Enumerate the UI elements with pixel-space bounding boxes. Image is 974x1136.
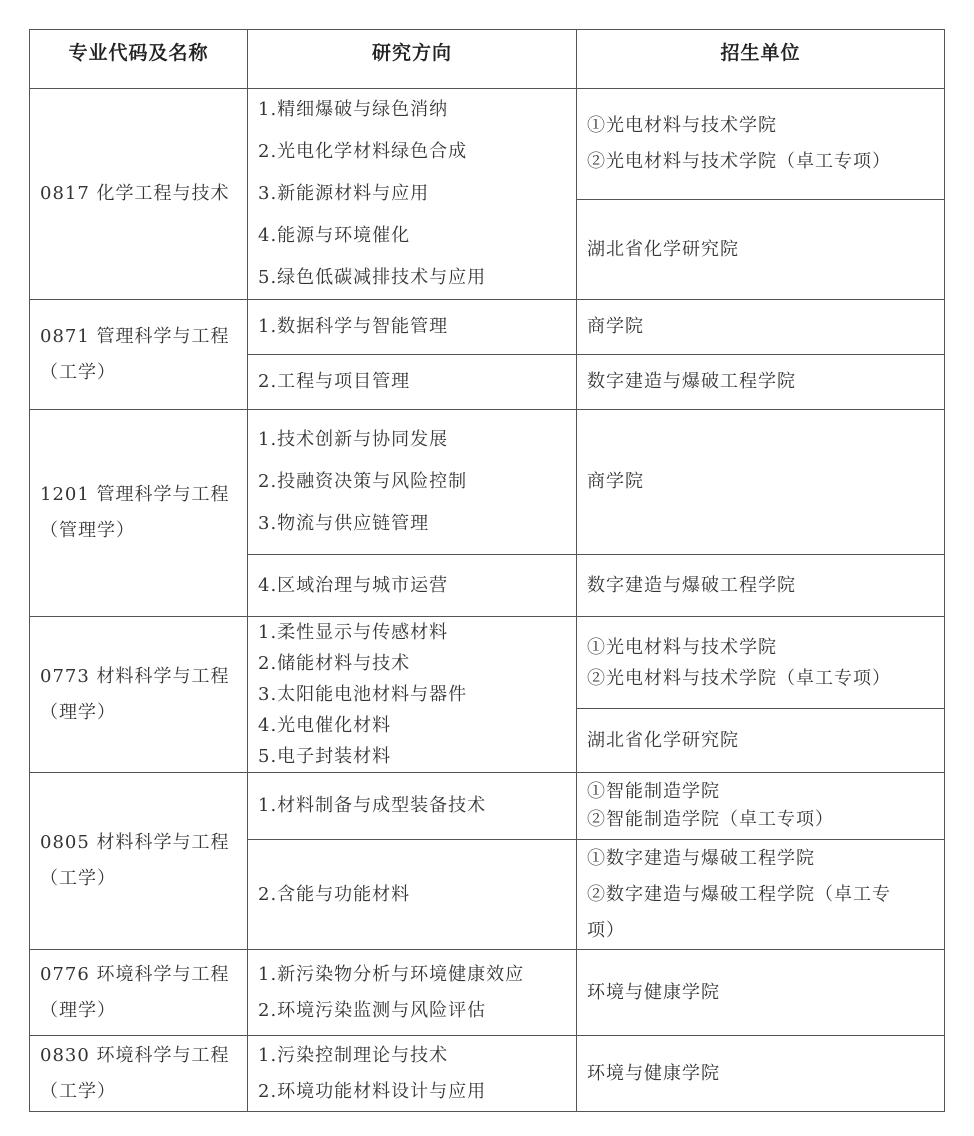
major-category: （理学） [40, 999, 116, 1021]
table-row [30, 950, 945, 1036]
unit-cell [577, 355, 945, 410]
direction-cell [248, 617, 577, 773]
unit-item: 环境与健康学院 [587, 1062, 720, 1084]
direction-item: 2.光电化学材料绿色合成 [258, 141, 468, 162]
unit-item: 数字建造与爆破工程学院 [587, 574, 796, 596]
unit-cell [577, 950, 945, 1036]
header-major: 专业代码及名称 [30, 30, 248, 89]
direction-cell [248, 950, 577, 1036]
direction-item: 4.能源与环境催化 [258, 225, 411, 246]
major-name: 0817 化学工程与技术 [40, 183, 230, 204]
major-name: 0805 材料科学与工程 [40, 832, 230, 853]
direction-item: 1.材料制备与成型装备技术 [258, 795, 487, 816]
unit-item: ②数字建造与爆破工程学院（卓工专 [587, 883, 891, 905]
unit-item: 商学院 [587, 471, 644, 492]
unit-item: ②光电材料与技术学院（卓工专项） [587, 667, 891, 689]
direction-item: 2.含能与功能材料 [258, 883, 411, 905]
table-row [30, 773, 945, 840]
direction-item: 2.环境污染监测与风险评估 [258, 999, 487, 1021]
direction-cell [248, 410, 577, 555]
direction-cell [248, 1036, 577, 1112]
major-category: （工学） [40, 1080, 116, 1102]
major-cell [30, 89, 248, 300]
direction-item: 1.数据科学与智能管理 [258, 316, 449, 337]
major-name: 0773 材料科学与工程 [40, 665, 230, 687]
unit-item: ②光电材料与技术学院（卓工专项） [587, 151, 891, 173]
direction-item: 4.区域治理与城市运营 [258, 574, 449, 596]
direction-item: 2.工程与项目管理 [258, 371, 411, 392]
header-direction: 研究方向 [248, 30, 577, 89]
direction-item: 1.柔性显示与传感材料 [258, 622, 449, 643]
major-name: 0776 环境科学与工程 [40, 963, 230, 985]
major-name: 0871 管理科学与工程 [40, 325, 230, 347]
direction-item: 2.储能材料与技术 [258, 653, 411, 674]
unit-item: 数字建造与爆破工程学院 [587, 371, 796, 392]
major-name: 0830 环境科学与工程 [40, 1044, 230, 1066]
direction-cell [248, 300, 577, 355]
major-cell [30, 950, 248, 1036]
unit-item: ①数字建造与爆破工程学院 [587, 847, 815, 869]
major-category: （管理学） [40, 520, 135, 541]
direction-item: 5.电子封装材料 [258, 746, 392, 767]
unit-cell [577, 773, 945, 840]
unit-cell [577, 555, 945, 617]
table-row [30, 89, 945, 200]
major-cell [30, 300, 248, 410]
major-cell [30, 617, 248, 773]
direction-item: 2.环境功能材料设计与应用 [258, 1080, 487, 1102]
direction-item: 3.物流与供应链管理 [258, 513, 430, 534]
header-unit: 招生单位 [577, 30, 945, 89]
major-cell [30, 773, 248, 950]
table-row [30, 300, 945, 355]
unit-item: ②智能制造学院（卓工专项） [587, 809, 834, 830]
unit-cell [577, 709, 945, 773]
unit-cell [577, 200, 945, 300]
direction-item: 1.精细爆破与绿色消纳 [258, 99, 449, 120]
major-category: （工学） [40, 868, 116, 889]
direction-item: 1.技术创新与协同发展 [258, 429, 449, 450]
direction-item: 2.投融资决策与风险控制 [258, 471, 468, 492]
major-name: 1201 管理科学与工程 [40, 484, 230, 505]
unit-cell [577, 617, 945, 709]
unit-item: ①光电材料与技术学院 [587, 636, 777, 658]
direction-item: 4.光电催化材料 [258, 715, 392, 736]
direction-item: 5.绿色低碳减排技术与应用 [258, 267, 487, 288]
direction-cell [248, 773, 577, 840]
direction-item: 3.太阳能电池材料与器件 [258, 684, 468, 705]
unit-cell [577, 840, 945, 950]
unit-item: 湖北省化学研究院 [587, 238, 739, 260]
major-category: （理学） [40, 701, 116, 723]
direction-item: 1.新污染物分析与环境健康效应 [258, 963, 525, 985]
enrollment-table [29, 29, 945, 1112]
unit-item: ①光电材料与技术学院 [587, 115, 777, 137]
major-category: （工学） [40, 361, 116, 383]
unit-item: 商学院 [587, 316, 644, 337]
unit-cell [577, 89, 945, 200]
table-header-row [30, 30, 945, 89]
unit-item: 环境与健康学院 [587, 981, 720, 1003]
unit-cell [577, 300, 945, 355]
table-row [30, 617, 945, 709]
direction-item: 3.新能源材料与应用 [258, 183, 430, 204]
direction-cell [248, 355, 577, 410]
unit-cell [577, 1036, 945, 1112]
major-cell [30, 410, 248, 617]
unit-item: 湖北省化学研究院 [587, 729, 739, 751]
direction-cell [248, 89, 577, 300]
unit-cell [577, 410, 945, 555]
table-row [30, 410, 945, 555]
direction-cell [248, 555, 577, 617]
major-cell [30, 1036, 248, 1112]
direction-cell [248, 840, 577, 950]
unit-item: ①智能制造学院 [587, 781, 720, 802]
unit-item: 项） [587, 919, 625, 941]
direction-item: 1.污染控制理论与技术 [258, 1044, 449, 1066]
table-row [30, 1036, 945, 1112]
